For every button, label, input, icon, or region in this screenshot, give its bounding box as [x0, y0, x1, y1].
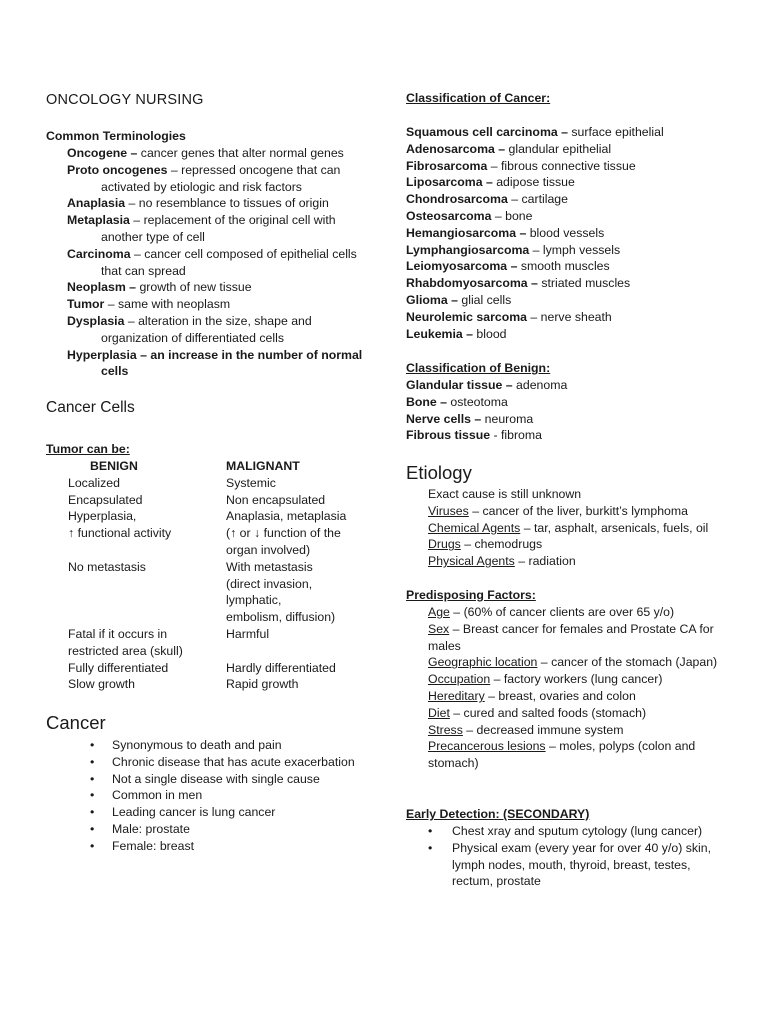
etiology-list [406, 486, 746, 570]
table-row: Localized Systemic [68, 475, 276, 490]
early-detection-heading: Early Detection: (SECONDARY) [406, 807, 590, 821]
etiology-intro: Exact cause is still unknown [428, 487, 582, 501]
terminologies-heading: Common Terminologies [46, 129, 186, 143]
list-item: Physical Agents – radiation [428, 554, 576, 569]
predisposing-list [406, 604, 728, 772]
list-item: • Not a single disease with single cause [90, 771, 320, 786]
etiology-heading: Etiology [406, 462, 472, 483]
list-item: Hereditary – breast, ovaries and colon [428, 688, 636, 703]
table-row: lymphatic, [226, 593, 282, 608]
table-row: embolism, diffusion) [226, 610, 336, 625]
term-item: Metaplasia – replacement of the original cell with another type of cell [67, 213, 336, 244]
term-item: Neoplasm – growth of new tissue [67, 280, 252, 295]
list-item: Geographic location – cancer of the stomach (Japan) [428, 655, 718, 670]
table-row: Fatal if it occurs in Harmful [68, 626, 270, 641]
table-row: organ involved) [226, 542, 311, 557]
list-item: • Female: breast [90, 838, 195, 853]
benign-column-header: BENIGN [90, 459, 138, 473]
classification-cancer-heading: Classification of Cancer: [406, 91, 551, 105]
classification-benign-heading: Classification of Benign: [406, 361, 551, 375]
tumor-table [46, 458, 376, 693]
term-item: Hyperplasia – an increase in the number of normal cells [67, 347, 363, 379]
list-item: Age – (60% of cancer clients are over 65 y/o) [428, 605, 675, 619]
table-row: Encapsulated Non encapsulated [68, 492, 326, 507]
list-item: • Physical exam (every year for over 40 y/o) skin, lymph nodes, mouth, thyroid, breast, testes, rectum, prostate [428, 840, 712, 889]
list-item: Occupation – factory workers (lung cancer) [428, 672, 663, 687]
list-item: Squamous cell carcinoma – surface epithelial [406, 125, 664, 139]
list-item: Chondrosarcoma – cartilage [406, 192, 568, 207]
classification-benign-list [406, 377, 746, 444]
list-item: • Chest xray and sputum cytology (lung cancer) [428, 824, 703, 838]
term-item: Dysplasia – alteration in the size, shape and organization of differentiated cells [67, 313, 312, 345]
term-item: Tumor – same with neoplasm [67, 297, 231, 312]
list-item: Diet – cured and salted foods (stomach) [428, 705, 647, 720]
bullet-icon: • [90, 771, 95, 786]
document-title: ONCOLOGY NURSING [46, 92, 204, 108]
list-item: • Chronic disease that has acute exacerbation [90, 754, 355, 769]
predisposing-heading: Predisposing Factors: [406, 588, 536, 602]
tumor-table-body [46, 475, 376, 693]
term-item: Proto oncogenes – repressed oncogene that can activated by etiologic and risk factors [67, 162, 341, 194]
table-row: Hyperplasia, Anaplasia, metaplasia [68, 509, 347, 524]
list-item: Precancerous lesions – moles, polyps (colon and stomach) [428, 739, 696, 771]
bullet-icon: • [90, 838, 95, 853]
bullet-icon: • [90, 788, 95, 803]
table-row: Fully differentiated Hardly differentiated [68, 660, 336, 675]
list-item: Fibrosarcoma – fibrous connective tissue [406, 158, 636, 173]
list-item: Stress – decreased immune system [428, 722, 624, 737]
list-item: Liposarcoma – adipose tissue [406, 175, 575, 190]
list-item: Hemangiosarcoma – blood vessels [406, 225, 605, 240]
list-item: Drugs – chemodrugs [428, 537, 543, 552]
cancer-heading: Cancer [46, 712, 106, 733]
list-item: Fibrous tissue - fibroma [406, 428, 542, 443]
list-item: Adenosarcoma – glandular epithelial [406, 141, 612, 156]
list-item: Chemical Agents – tar, asphalt, arsenicals, fuels, oil [428, 520, 709, 535]
list-item: • Common in men [90, 788, 203, 803]
tumor-table-header [46, 458, 376, 475]
term-item: Oncogene – cancer genes that alter normal genes [67, 146, 344, 160]
list-item: Bone – osteotoma [406, 394, 508, 409]
bullet-icon: • [428, 824, 433, 838]
cancer-cells-heading: Cancer Cells [46, 399, 135, 416]
bullet-icon: • [90, 821, 95, 836]
malignant-column-header: MALIGNANT [226, 459, 300, 473]
bullet-icon: • [428, 840, 433, 855]
list-item: Leukemia – blood [406, 326, 507, 341]
list-item: Osteosarcoma – bone [406, 208, 533, 223]
table-row: Slow growth Rapid growth [68, 677, 299, 692]
term-item: Carcinoma – cancer cell composed of epithelial cells that can spread [67, 246, 357, 278]
early-detection-list [406, 823, 726, 890]
bullet-icon: • [90, 754, 95, 769]
list-item: Neurolemic sarcoma – nerve sheath [406, 309, 612, 324]
list-item: • Leading cancer is lung cancer [90, 805, 276, 820]
list-item: • Synonymous to death and pain [90, 738, 282, 752]
terminology-list [46, 145, 376, 380]
list-item: Lymphangiosarcoma – lymph vessels [406, 242, 621, 257]
list-item: • Male: prostate [90, 821, 190, 836]
table-row: ↑ functional activity (↑ or ↓ function of the [68, 526, 341, 541]
list-item: Nerve cells – neuroma [406, 411, 534, 426]
cancer-bullet-list [46, 737, 376, 855]
list-item: Rhabdomyosarcoma – striated muscles [406, 276, 631, 291]
bullet-icon: • [90, 805, 95, 820]
list-item: Viruses – cancer of the liver, burkitt’s lymphoma [428, 503, 688, 518]
bullet-icon: • [90, 738, 95, 752]
list-item: Glioma – glial cells [406, 292, 512, 307]
term-item: Anaplasia – no resemblance to tissues of origin [67, 196, 329, 211]
list-item: Leiomyosarcoma – smooth muscles [406, 259, 610, 274]
table-row: No metastasis With metastasis [68, 559, 313, 574]
list-item: Sex – Breast cancer for females and Prostate CA for males [428, 621, 714, 653]
classification-cancer-list [406, 124, 746, 342]
list-item: Glandular tissue – adenoma [406, 378, 568, 392]
table-row: (direct invasion, [226, 576, 313, 591]
table-row: restricted area (skull) [68, 643, 183, 658]
tumor-heading: Tumor can be: [46, 442, 130, 456]
